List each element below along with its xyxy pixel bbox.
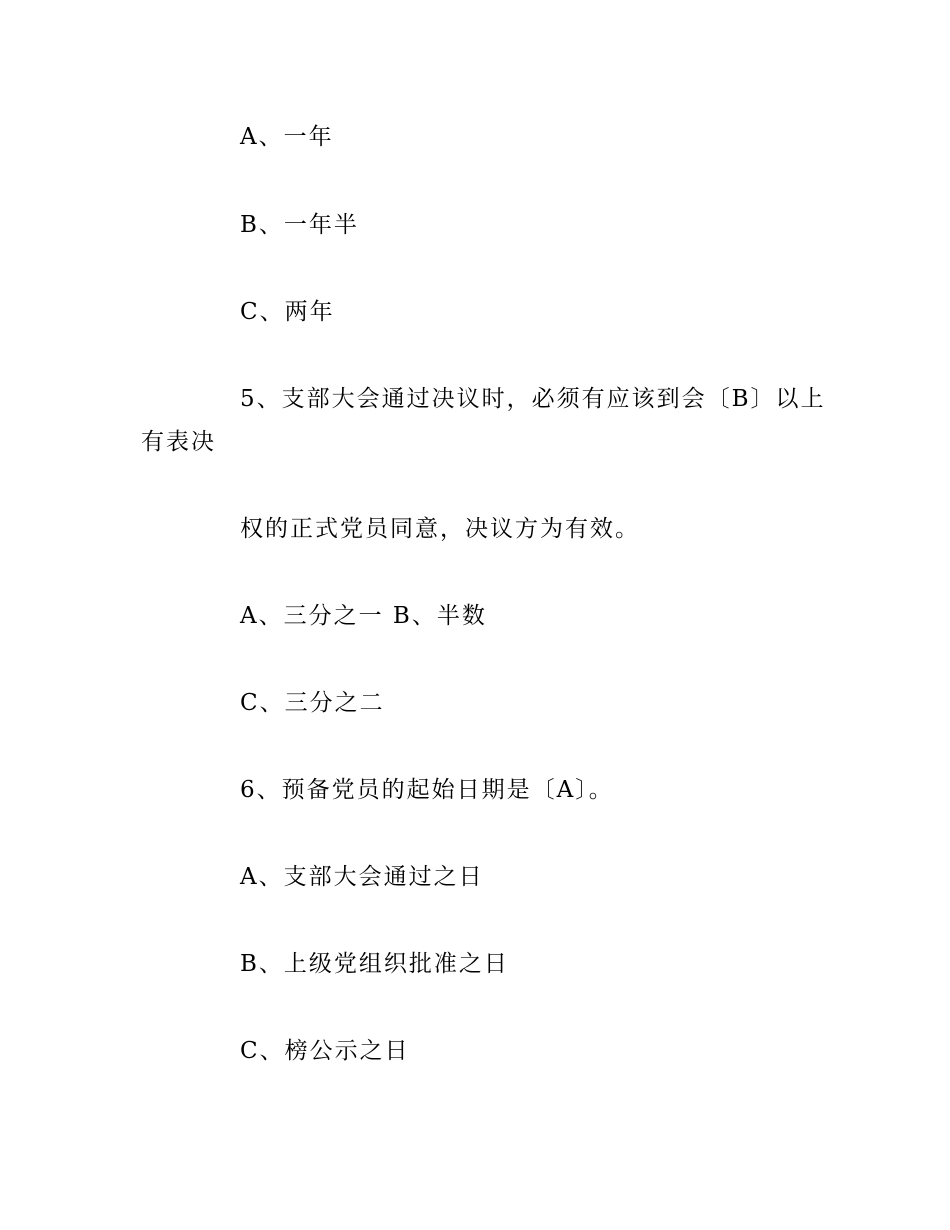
option-a-one-year: A、一年 bbox=[240, 124, 334, 150]
option-c-two-years: C、两年 bbox=[240, 299, 335, 325]
question-5-continuation: 权的正式党员同意，决议方为有效。 bbox=[240, 516, 640, 542]
option-b-approval-date: B、上级党组织批准之日 bbox=[240, 951, 509, 977]
option-c-two-thirds: C、三分之二 bbox=[240, 690, 385, 716]
question-6-text: 6、预备党员的起始日期是〔A〕。 bbox=[240, 777, 614, 803]
option-c-publicity-date: C、榜公示之日 bbox=[240, 1038, 410, 1064]
question-5-wrap: 有表决 bbox=[141, 429, 216, 455]
options-a-b-fraction: A、三分之一 B、半数 bbox=[240, 603, 487, 629]
question-5-text: 5、支部大会通过决议时，必须有应该到会〔B〕以上 bbox=[240, 386, 826, 412]
option-b-one-and-half-years: B、一年半 bbox=[240, 212, 359, 238]
option-a-branch-meeting: A、支部大会通过之日 bbox=[240, 864, 484, 890]
